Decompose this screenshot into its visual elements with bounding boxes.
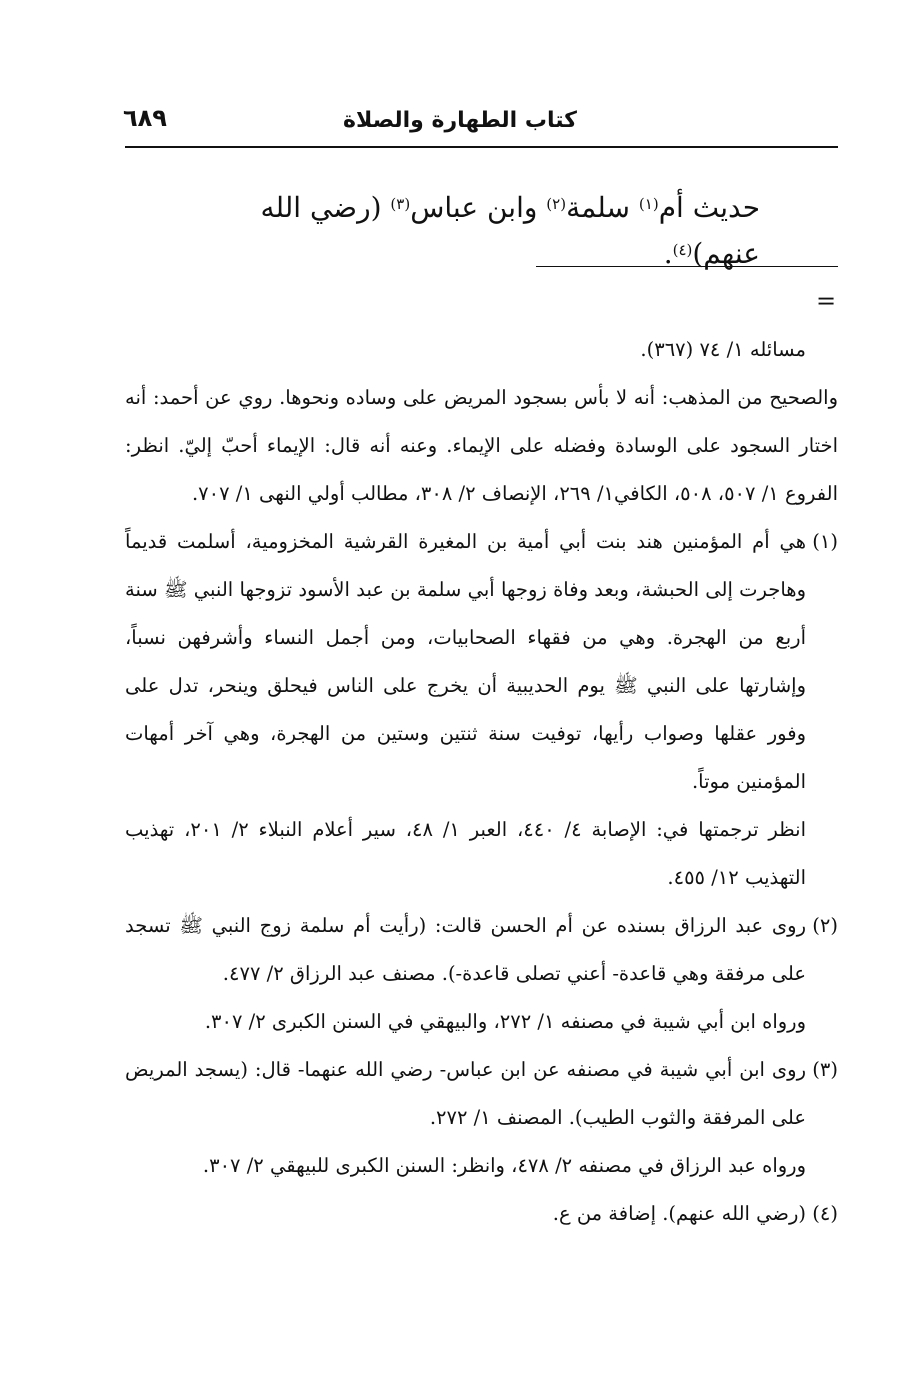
footnote-ref-3: (٣) (390, 195, 411, 213)
main-text-part: (رضي الله عنهم) (260, 191, 760, 270)
footnote-number: (٢) (812, 914, 838, 937)
footnote-text: هي أم المؤمنين هند بنت أبي أمية بن المغيرة القرشية المخزومية، أسلمت قديماً وهاجرت إلى الحبشة، وبعد وفاة زوجها أبي سلمة بن عبد الأسود تزوجها النبي ﷺ سنة أربع من الهجرة. وهي من فقهاء الصحابيات، ومن أجمل النساء وأشرفهن نسباً، وإشارتها على النبي ﷺ يوم الحديبية أن يخرج على الناس فيحلق وينحر، تدل على وفور عقلها وصواب رأيها، توفيت سنة ثنتين وستين من الهجرة، وهي آخر أمهات المؤمنين موتاً. (125, 530, 806, 793)
continuation-mark: = (815, 287, 837, 315)
footnote-extra: ورواه ابن أبي شيبة في مصنفه ١/ ٢٧٢، والبيهقي في السنن الكبرى ٢/ ٣٠٧. (204, 1010, 806, 1033)
footnote-3 (125, 1046, 838, 1142)
header-rule (125, 146, 838, 148)
footnote-separator (536, 266, 838, 267)
footnotes-section (125, 326, 838, 1238)
continuation-paragraph: والصحيح من المذهب: أنه لا بأس بسجود المريض على وساده ونحوها. روي عن أحمد: أنه اختار السجود على الوسادة وفضله على الإيماء. وعنه أنه قال: الإيماء أحبّ إليّ. انظر: الفروع ١/ ٥٠٧، ٥٠٨، الكافي١/ ٢٦٩، الإنصاف ٢/ ٣٠٨، مطالب أولي النهى ١/ ٧٠٧. (125, 386, 838, 505)
footnote-text: روى ابن أبي شيبة في مصنفه عن ابن عباس- رضي الله عنهما- قال: (يسجد المريض على المرفقة والثوب الطيب). المصنف ١/ ٢٧٢. (125, 1058, 806, 1129)
main-text-part: سلمة (566, 191, 639, 224)
footnote-ref-1: (١) (638, 195, 659, 213)
footnote-2 (125, 902, 838, 998)
footnote-extra: انظر ترجمتها في: الإصابة ٤/ ٤٤٠، العبر ١/ ٤٨، سير أعلام النبلاء ٢/ ٢٠١، تهذيب التهذيب ١٢/ ٤٥٥. (125, 818, 806, 889)
footnote-text: (رضي الله عنهم). إضافة من ع. (552, 1202, 806, 1225)
footnote-extra: ورواه عبد الرزاق في مصنفه ٢/ ٤٧٨، وانظر: السنن الكبرى للبيهقي ٢/ ٣٠٧. (202, 1154, 806, 1177)
continuation-line: مسائله ١/ ٧٤ (٣٦٧). (640, 338, 806, 361)
footnote-number: (١) (812, 530, 838, 553)
footnote-ref-2: (٢) (546, 195, 567, 213)
footnote-number: (٣) (812, 1058, 838, 1081)
main-text-part: حديث أم (658, 191, 760, 224)
page-number: ٦٨٩ (123, 104, 167, 132)
footnote-text: روى عبد الرزاق بسنده عن أم الحسن قالت: (رأيت أم سلمة زوج النبي ﷺ تسجد على مرفقة وهي قاعدة- أعني تصلى قاعدة-). مصنف عبد الرزاق ٢/ ٤٧٧. (125, 914, 806, 985)
main-text-part: . (663, 237, 673, 270)
footnote-number: (٤) (812, 1202, 838, 1225)
main-text-part: وابن عباس (410, 191, 547, 224)
main-text-line (200, 185, 760, 277)
footnote-ref-4: (٤) (672, 241, 693, 259)
footnote-1 (125, 518, 838, 806)
running-header-title: كتاب الطهارة والصلاة (343, 108, 577, 133)
footnote-4 (125, 1190, 838, 1238)
